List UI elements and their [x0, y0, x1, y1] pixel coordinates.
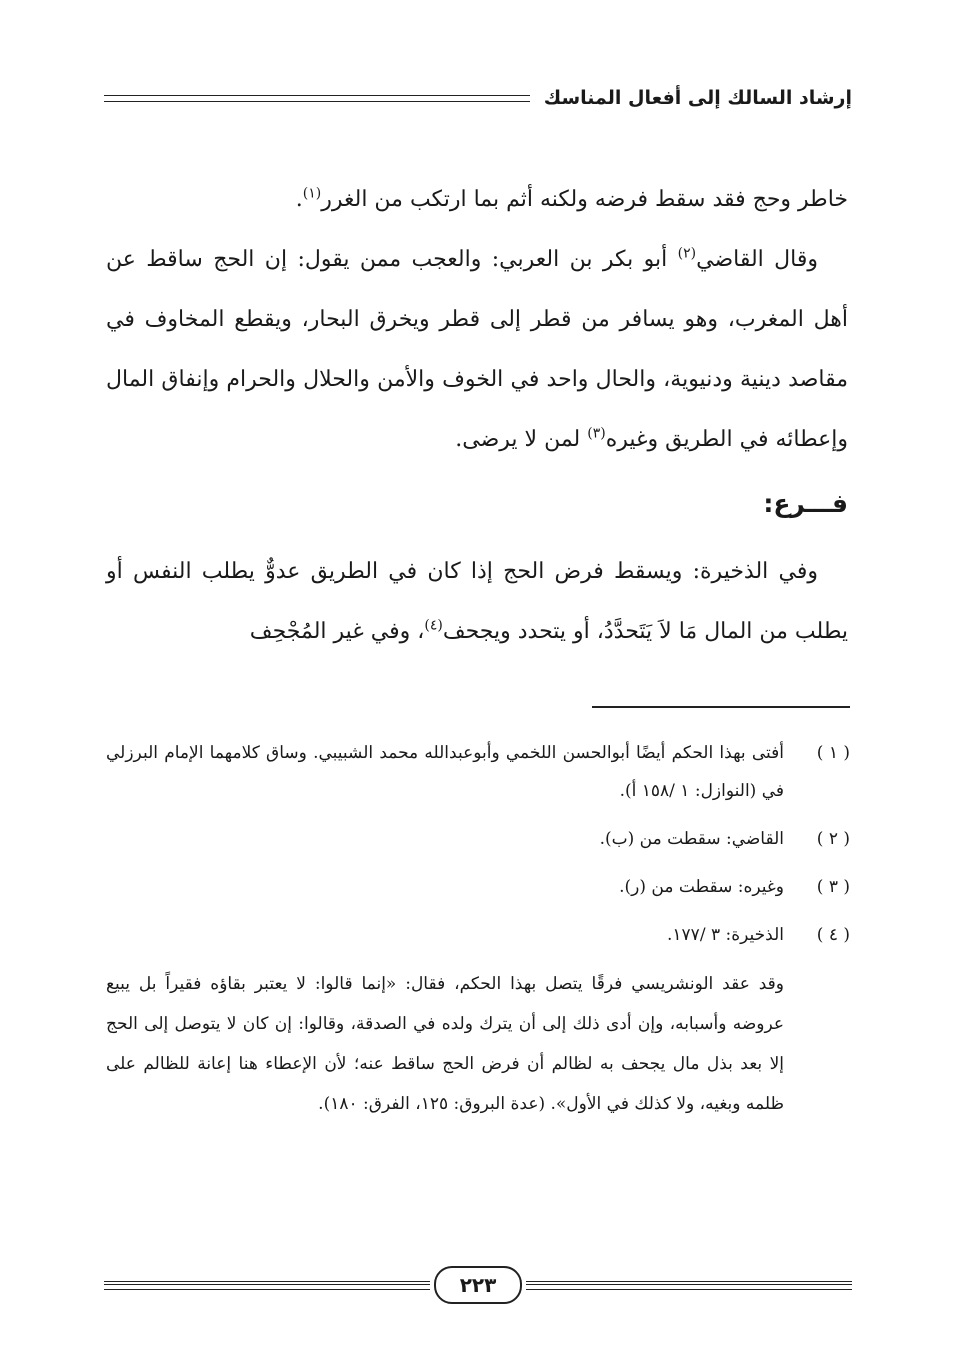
- paragraph-1: [106, 170, 848, 230]
- page-number: ٢٢٣: [434, 1266, 522, 1304]
- header-rule: [104, 95, 530, 102]
- paragraph-2-c: لمن لا يرضى.: [455, 427, 588, 452]
- footnote-ref-1: (١): [302, 185, 322, 202]
- paragraph-2-b: أبو بكر بن العربي: والعجب ممن يقول: إن الحج ساقط عن أهل المغرب، وهو يسافر من قطر إلى قطر ويخرق البحار، ويقطع المخاوف في مقاصد دينية ودنيوية، والحال واحد في الخوف والأمن والحلال والحرام وإنفاق المال وإعطائه في الطريق وغيره: [106, 247, 848, 452]
- footnote-ref-3: (٣): [587, 425, 606, 442]
- footnote-text: القاضي: سقطت من (ب).: [599, 829, 784, 849]
- footer-rule-left: [104, 1281, 430, 1290]
- section-heading: فـــرع:: [763, 489, 848, 518]
- footnote-number: ( ٢ ): [816, 829, 850, 849]
- footnote-3: [106, 868, 850, 906]
- paragraph-2-a: وقال القاضي: [696, 247, 818, 272]
- running-header: [104, 80, 852, 116]
- footnote-ref-4: (٤): [424, 617, 443, 634]
- paragraph-1-text: خاطر وحج فقد سقط فرضه ولكنه أثم بما ارتكب من الغرر: [321, 187, 848, 212]
- paragraph-3-b: ، وفي غير المُجْحِف: [249, 619, 425, 644]
- footnote-continuation: وقد عقد الونشريسي فرقًا يتصل بهذا الحكم، فقال: «إنما قالوا: لا يعتبر بقاؤه فقيراً بل يبيع عروضه وأسبابه، وإن أدى ذلك إلى أن يترك ولده في الصدقة، وقالوا: إن كان لا يتوصل إلى الحج إلا بعد بذل مال يجحف به لظالم أن فرض الحج ساقط عنه؛ لأن الإعطاء هنا إعانة للظالم على ظلمه وبغيه، ولا كذلك في الأول». (عدة البروق: ١٢٥، الفرق: ١٨٠).: [106, 974, 784, 1114]
- footnote-1: [106, 734, 850, 810]
- footnote-number: ( ٣ ): [816, 877, 850, 897]
- footnote-text: أفتى بهذا الحكم أيضًا أبوالحسن اللخمي وأبوعبدالله محمد الشبيبي. وساق كلامهما الإمام البرزلي في (النوازل: ١ /١٥٨ أ).: [106, 743, 784, 801]
- paragraph-2: [106, 230, 848, 470]
- footnote-2: [106, 820, 850, 858]
- footnote-number: ( ١ ): [816, 743, 850, 763]
- footnote-number: ( ٤ ): [816, 925, 850, 945]
- main-text: [106, 170, 848, 662]
- footnotes: [106, 734, 850, 1124]
- paragraph-3: [106, 542, 848, 662]
- footer-rule-right: [526, 1281, 852, 1290]
- footnote-divider: [592, 706, 850, 708]
- paragraph-3-a: وفي الذخيرة: ويسقط فرض الحج إذا كان في الطريق عدوٌّ يطلب النفس أو يطلب من المال مَا لاَ يَتَحدَّدُ، أو يتحدد ويجحف: [106, 559, 848, 644]
- paragraph-1-end: .: [295, 187, 303, 212]
- footnote-text: الذخيرة: ٣ /١٧٧.: [667, 925, 784, 945]
- page-footer: [104, 1263, 852, 1307]
- footnote-ref-2: (٢): [677, 245, 697, 262]
- footnote-text: وغيره: سقطت من (ر).: [619, 877, 784, 897]
- book-title: إرشاد السالك إلى أفعال المناسك: [543, 87, 852, 109]
- footnote-4: [106, 916, 850, 954]
